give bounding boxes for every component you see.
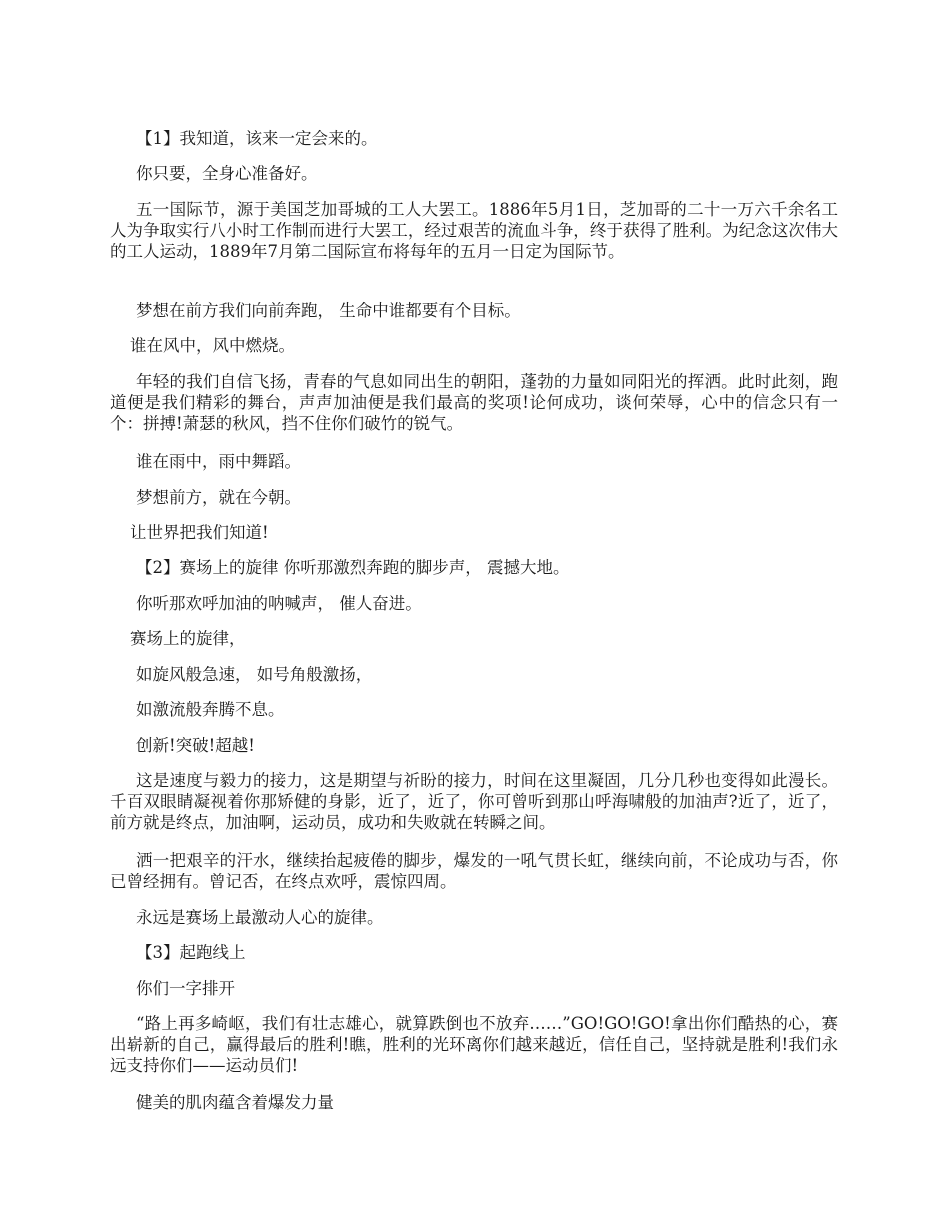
paragraph-20: 你们一字排开 (136, 979, 235, 998)
paragraph-19: 【3】起跑线上 (136, 943, 246, 962)
paragraph-12: 赛场上的旋律， (130, 629, 246, 648)
paragraph-15: 创新!突破!超越! (136, 736, 255, 755)
paragraph-18: 永远是赛场上最激动人心的旋律。 (136, 908, 384, 927)
paragraph-5: 谁在风中，风中燃烧。 (130, 336, 295, 355)
paragraph-8: 梦想前方，就在今朝。 (136, 488, 301, 507)
paragraph-21: “路上再多崎岖，我们有壮志雄心，就算跌倒也不放弃……”GO!GO!GO!拿出你们酷热的心，赛出崭新的自己，赢得最后的胜利!瞧，胜利的光环离你们越来越近，信任自己，坚持就是胜利!我们永远支持你们——运动员们! (110, 1014, 838, 1075)
paragraph-14: 如激流般奔腾不息。 (136, 700, 285, 719)
paragraph-22: 健美的肌肉蕴含着爆发力量 (136, 1093, 334, 1112)
paragraph-13: 如旋风般急速， 如号角般激扬， (136, 665, 373, 684)
paragraph-17: 洒一把艰辛的汗水，继续抬起疲倦的脚步，爆发的一吼气贯长虹，继续向前，不论成功与否，你已曾经拥有。曾记否，在终点欢呼，震惊四周。 (110, 851, 838, 891)
paragraph-16: 这是速度与毅力的接力，这是期望与祈盼的接力，时间在这里凝固，几分几秒也变得如此漫长。千百双眼睛凝视着你那矫健的身影，近了，近了，你可曾听到那山呼海啸般的加油声?近了，近了，前方就是终点，加油啊，运动员，成功和失败就在转瞬之间。 (110, 771, 838, 832)
paragraph-3: 五一国际节，源于美国芝加哥城的工人大罢工。1886年5月1日，芝加哥的二十一万六千余名工人为争取实行八小时工作制而进行大罢工，经过艰苦的流血斗争，终于获得了胜利。为纪念这次伟大的工人运动，1889年7月第二国际宣布将每年的五月一日定为国际节。 (110, 200, 838, 261)
paragraph-6: 年轻的我们自信飞扬，青春的气息如同出生的朝阳，蓬勃的力量如同阳光的挥洒。此时此刻，跑道便是我们精彩的舞台，声声加油便是我们最高的奖项!论何成功，谈何荣辱，心中的信念只有一个：拼搏!萧瑟的秋风，挡不住你们破竹的锐气。 (110, 372, 838, 433)
paragraph-9: 让世界把我们知道! (130, 523, 269, 542)
paragraph-11: 你听那欢呼加油的呐喊声， 催人奋进。 (136, 594, 422, 613)
paragraph-7: 谁在雨中，雨中舞蹈。 (136, 452, 301, 471)
paragraph-4: 梦想在前方我们向前奔跑， 生命中谁都要有个目标。 (136, 301, 521, 320)
paragraph-1: 【1】我知道，该来一定会来的。 (136, 129, 378, 148)
paragraph-10: 【2】赛场上的旋律 你听那激烈奔跑的脚步声， 震撼大地。 (136, 558, 570, 577)
paragraph-2: 你只要，全身心准备好。 (136, 164, 318, 183)
